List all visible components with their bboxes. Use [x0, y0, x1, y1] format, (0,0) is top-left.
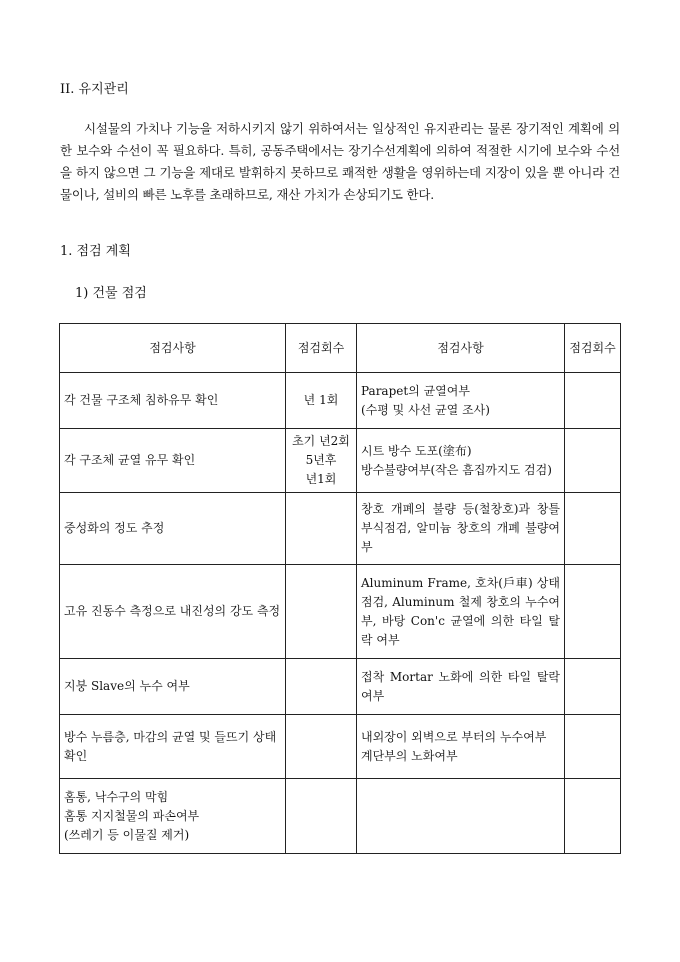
section-title: II. 유지관리 [60, 82, 129, 97]
header-count-left: 점검회수 [286, 324, 357, 373]
cell-item-left [60, 373, 286, 429]
table-row [60, 659, 621, 715]
cell-text: 홈통, 낙수구의 막힘 [64, 789, 169, 804]
cell-text: 계단부의 노화여부 [361, 748, 458, 763]
table-row [60, 373, 621, 429]
table-row [60, 429, 621, 493]
cell-text: 접착 Mortar 노화에 의한 타일 탈락 여부 [361, 669, 560, 703]
cell-count-left [286, 779, 357, 854]
cell-count-right [565, 373, 621, 429]
cell-text: 시트 방수 도포(塗布) [361, 443, 472, 458]
cell-item-left [60, 715, 286, 779]
cell-item-right [357, 779, 565, 854]
building-inspection-table [59, 323, 621, 854]
cell-text: 각 건물 구조체 침하유무 확인 [64, 393, 219, 407]
cell-count-left [286, 715, 357, 779]
table-row [60, 715, 621, 779]
cell-text: 창호 개폐의 불량 등(철창호)과 창틀 부식점검, 알미늄 창호의 개폐 불량여부 [361, 502, 560, 554]
cell-text: 각 구조체 균열 유무 확인 [64, 453, 196, 467]
header-item-right: 점검사항 [357, 324, 565, 373]
cell-text: 5년후 [305, 453, 337, 467]
cell-text: 지붕 Slave의 누수 여부 [64, 679, 190, 693]
cell-count-right [565, 779, 621, 854]
cell-item-left [60, 493, 286, 565]
cell-item-right [357, 565, 565, 659]
cell-text: 내외장이 외벽으로 부터의 누수여부 [361, 729, 547, 744]
cell-text: (수평 및 사선 균열 조사) [361, 402, 490, 417]
cell-text: 방수 누름층, 마감의 균열 및 들뜨기 상태확인 [64, 729, 277, 763]
cell-text: 년1회 [305, 472, 337, 486]
cell-text: 홈통 지지철물의 파손여부 [64, 808, 200, 823]
cell-count-left [286, 373, 357, 429]
header-item-left: 점검사항 [60, 324, 286, 373]
cell-item-left [60, 779, 286, 854]
table-row [60, 565, 621, 659]
table-row [60, 493, 621, 565]
cell-count-left [286, 565, 357, 659]
cell-text: 초기 년2회 [292, 434, 350, 448]
cell-text: (쓰레기 등 이물질 제거) [64, 827, 190, 842]
cell-item-left [60, 429, 286, 493]
cell-text: Aluminum Frame, 호차(戶車) 상태점검, Aluminum 철제 창호의 누수여부, 바탕 Con'c 균열에 의한 타일 탈락 여부 [361, 575, 560, 647]
cell-item-right [357, 429, 565, 493]
cell-text: 고유 진동수 측정으로 내진성의 강도 측정 [64, 604, 281, 618]
cell-item-right [357, 373, 565, 429]
cell-text: 방수불량여부(작은 흠집까지도 검검) [361, 462, 552, 477]
cell-item-right [357, 715, 565, 779]
cell-text: Parapet의 균열여부 [361, 383, 470, 398]
building-inspection-title: 1) 건물 점검 [75, 286, 147, 301]
cell-text: 중성화의 정도 추정 [64, 521, 165, 535]
cell-count-left [286, 493, 357, 565]
inspection-plan-title: 1. 점검 계획 [60, 244, 131, 259]
maintenance-paragraph: 시설물의 가치나 기능을 저하시키지 않기 위하여서는 일상적인 유지관리는 물론 장기적인 계획에 의한 보수와 수선이 꼭 필요하다. 특히, 공동주택에서는 장기수선계획에 의하여 적절한 시기에 보수와 수선을 하지 않으면 그 기능을 제대로 발휘하지 못하므로 쾌적한 생활을 영위하는데 지장이 있을 뿐 아니라 건물이나, 설비의 빠른 노후를 초래하므로, 재산 가치가 손상되기도 한다. [60, 121, 620, 202]
cell-count-right [565, 493, 621, 565]
header-count-right: 점검회수 [565, 324, 621, 373]
cell-count-right [565, 715, 621, 779]
cell-item-left [60, 565, 286, 659]
cell-count-left [286, 429, 357, 493]
cell-count-right [565, 565, 621, 659]
table-header-row [60, 324, 621, 373]
cell-count-left [286, 659, 357, 715]
cell-item-left [60, 659, 286, 715]
cell-text: 년 1회 [303, 393, 339, 407]
cell-count-right [565, 659, 621, 715]
cell-item-right [357, 493, 565, 565]
cell-item-right [357, 659, 565, 715]
table-row [60, 779, 621, 854]
cell-count-right [565, 429, 621, 493]
